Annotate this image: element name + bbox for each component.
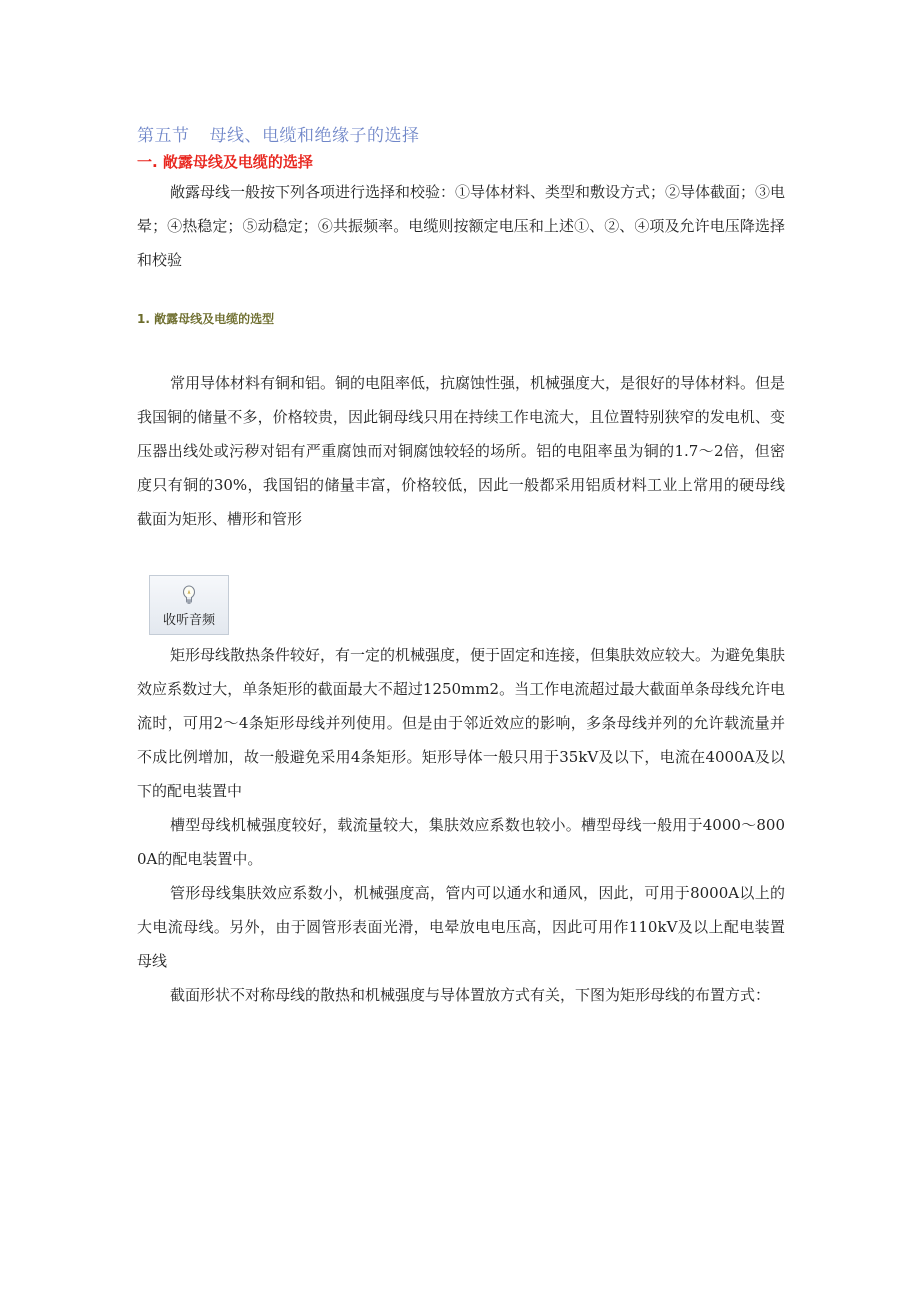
paragraph-rectangular-busbar: 矩形母线散热条件较好，有一定的机械强度，便于固定和连接，但集肤效应较大。为避免集肤效应系数过大，单条矩形的截面最大不超过1250mm2。当工作电流超过最大截面单条母线允许电流时，可用2～4条矩形母线并列使用。但是由于邻近效应的影响，多条母线并列的允许载流量并不成比例增加，故一般避免采用4条矩形。矩形导体一般只用于35kV及以下，电流在4000A及以下的配电装置中 [137,646,786,800]
heading-busbar-types: 1. 敞露母线及电缆的选型 [137,312,275,326]
listen-audio-button[interactable] [149,575,229,635]
section-title [137,121,420,146]
paragraph-tubular-busbar: 管形母线集肤效应系数小，机械强度高，管内可以通水和通风，因此，可用于8000A以上的大电流母线。另外，由于圆管形表面光滑，电晕放电电压高，因此可用作110kV及以上配电装置母线 [137,884,785,970]
paragraph-cross-section-arrangement: 截面形状不对称母线的散热和机械强度与导体置放方式有关，下图为矩形母线的布置方式： [170,986,771,1004]
paragraph-conductor-materials: 常用导体材料有铜和铝。铜的电阻率低，抗腐蚀性强，机械强度大，是很好的导体材料。但是我国铜的储量不多，价格较贵，因此铜母线只用在持续工作电流大，且位置特别狭窄的发电机、变压器出线处或污秽对铝有严重腐蚀而对铜腐蚀较轻的场所。铝的电阻率虽为铜的1.7～2倍，但密度只有铜的30%，我国铝的储量丰富，价格较低，因此一般都采用铝质材料工业上常用的硬母线截面为矩形、槽形和管形 [137,374,786,528]
paragraph-intro: 敞露母线一般按下列各项进行选择和校验：①导体材料、类型和敷设方式；②导体截面；③电晕；④热稳定；⑤动稳定；⑥共振频率。电缆则按额定电压和上述①、②、④项及允许电压降选择和校验 [137,183,786,269]
paragraph-channel-busbar: 槽型母线机械强度较好，载流量较大，集肤效应系数也较小。槽型母线一般用于4000～8000A的配电装置中。 [137,816,785,868]
section-name: 母线、电缆和绝缘子的选择 [209,126,420,146]
section-number: 第五节 [137,126,190,146]
lightbulb-icon [181,585,197,607]
listen-audio-label: 收听音频 [162,613,215,628]
heading-exposed-busbar-selection: 一. 敞露母线及电缆的选择 [137,153,313,171]
